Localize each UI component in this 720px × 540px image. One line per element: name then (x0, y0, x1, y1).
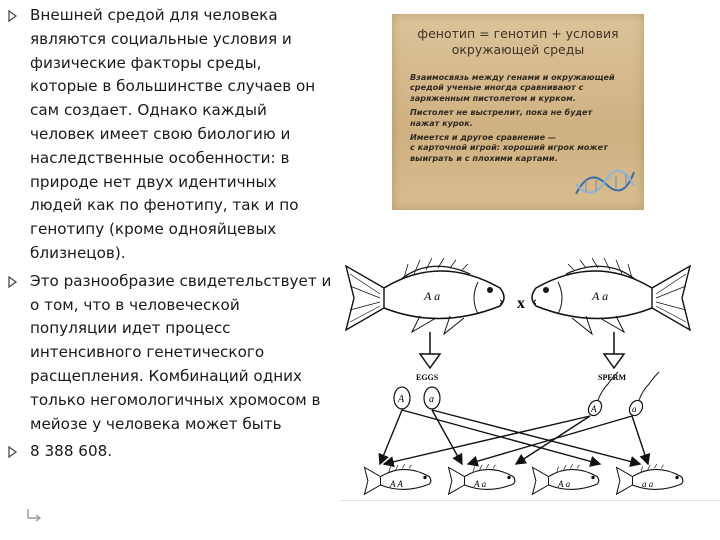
bullet-item (6, 440, 346, 464)
offspring-genotype: a a (642, 479, 654, 489)
eggs-label: EGGS (416, 373, 439, 382)
bullet-arrow-icon (6, 446, 20, 458)
bullet-item (6, 270, 346, 437)
egg-allele: a (429, 394, 434, 405)
slide-nav-icon[interactable] (26, 508, 42, 522)
bullet-text: 8 388 608. (30, 442, 113, 461)
card-paragraph: Имеется и другое сравнение — с карточной игрой: хороший игрок может выиграть и с плохими картами. (410, 132, 608, 163)
sperm-allele: a (632, 404, 637, 414)
footer-divider (340, 500, 720, 501)
card-text (410, 72, 634, 167)
cross-arrows (380, 410, 648, 464)
bullet-item (6, 4, 346, 266)
card-title: фенотип = генотип + условия окружающей среды (417, 26, 619, 57)
fish-cross-diagram (340, 258, 700, 503)
phenotype-card (392, 14, 644, 210)
right-parent-genotype: A a (592, 289, 609, 303)
bullet-text: Внешней средой для человека являются социальные условия и физические факторы среды, которые в большинстве случаев он сам создает. Однако каждый человек имеет свою биологию и наследственные особенности: в природе нет двух идентичных людей как по фенотипу, так и по генотипу (кроме однояйцевых близнецов). (30, 6, 316, 262)
bullet-arrow-icon (6, 10, 20, 22)
cross-symbol: x (517, 295, 525, 312)
sperm-label: SPERM (598, 373, 626, 382)
offspring-genotype: A a (474, 479, 487, 489)
left-parent-genotype: A a (424, 289, 441, 303)
bullet-text: Это разнообразие свидетельствует и о том, что в человеческой популяции идет процесс интенсивного генетического расщепления. Комбинаций одних только негомологичных хромосом в мейозе у человека может быть (30, 271, 332, 433)
offspring-genotype: A a (558, 479, 571, 489)
bullet-arrow-icon (6, 276, 20, 288)
offspring-genotype: A A (390, 479, 403, 489)
bullet-list (6, 4, 346, 468)
card-paragraph: Пистолет не выстрелит, пока не будет нажат курок. (410, 107, 593, 128)
dna-helix-icon (574, 166, 636, 198)
sperm-allele: A (591, 404, 597, 414)
card-paragraph: Взаимосвязь между генами и окружающей средой ученые иногда сравнивают с заряженным пистолетом и курком. (410, 72, 615, 103)
egg-allele: A (398, 394, 405, 405)
parent-fish-right (532, 258, 690, 334)
